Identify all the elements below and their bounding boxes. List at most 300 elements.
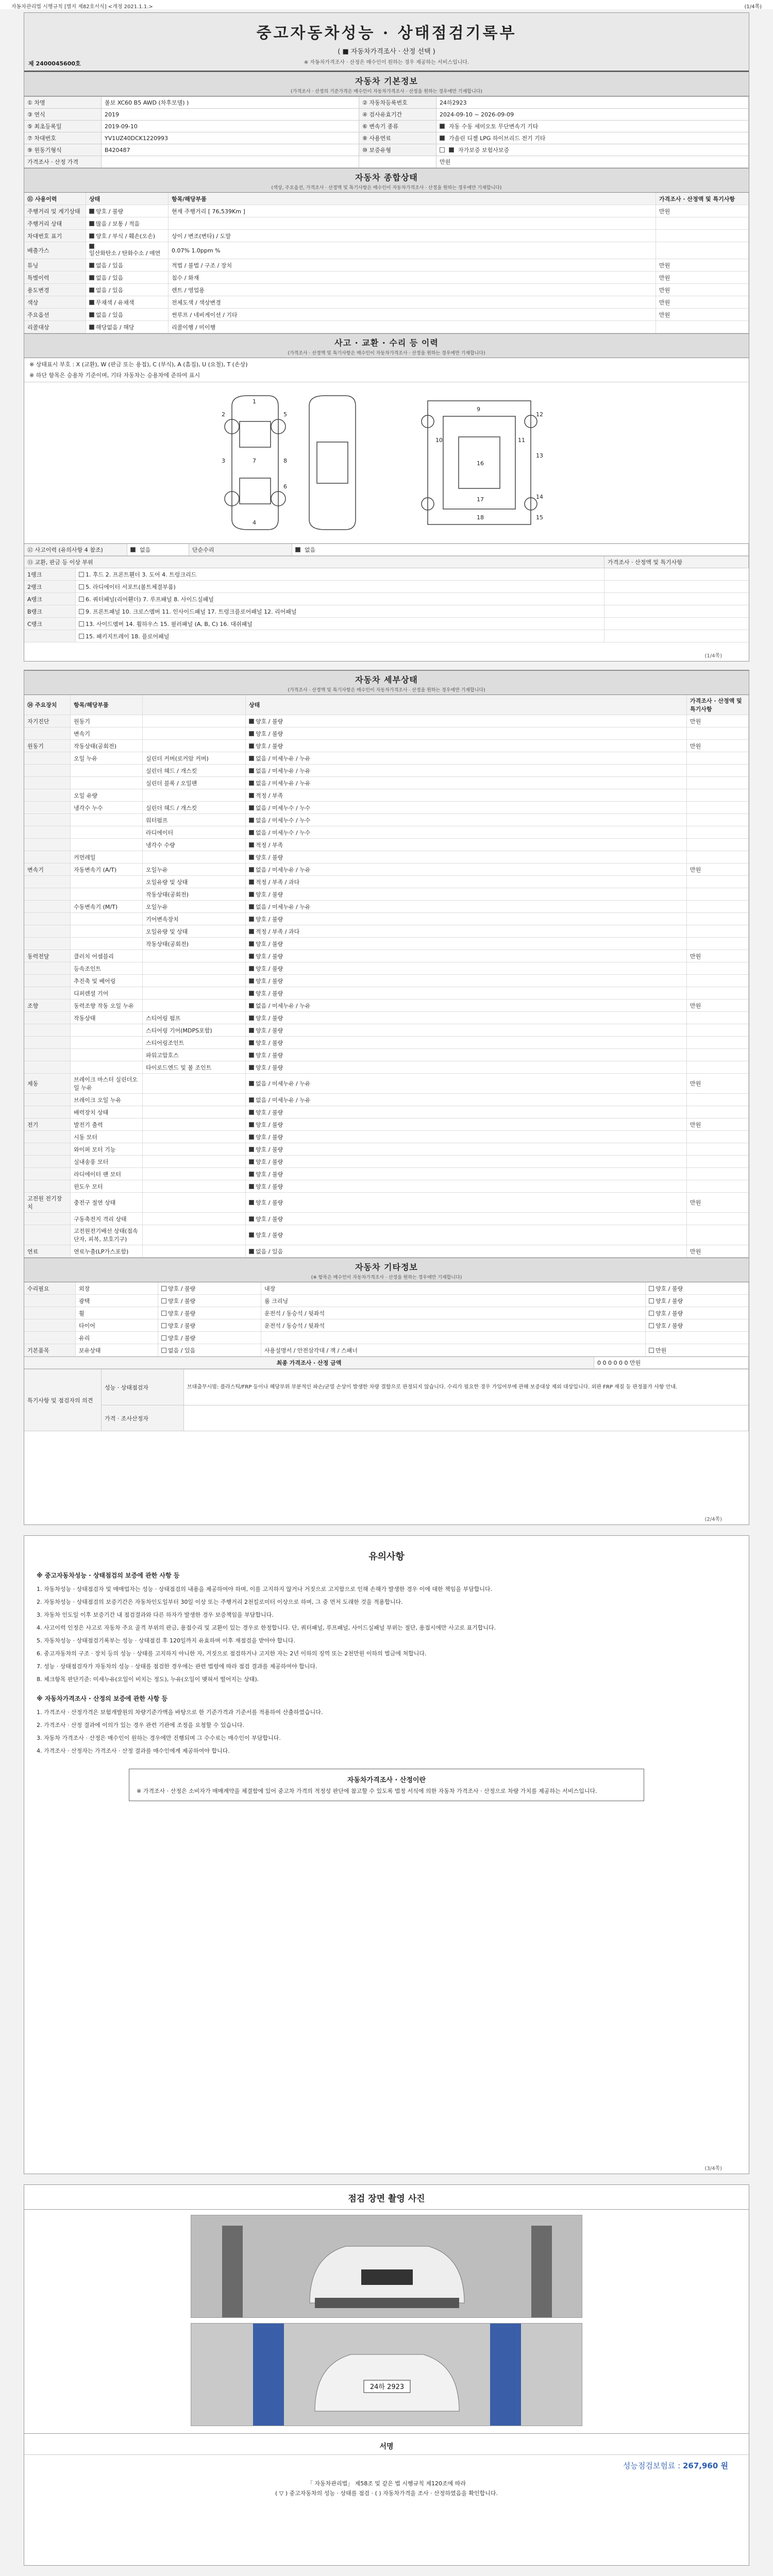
other-cell: 운전석 / 동승석 / 뒷좌석: [261, 1319, 646, 1331]
detail-row: [24, 1225, 749, 1245]
other-cell: 외장: [76, 1282, 158, 1294]
other-cell: [24, 1307, 76, 1319]
detail-row: [24, 1168, 749, 1180]
detail-cell: [687, 876, 749, 888]
other-cell: [646, 1332, 749, 1344]
detail-row: [24, 1118, 749, 1131]
checked-box-icon: [249, 1015, 254, 1021]
checked-box-icon: [249, 1184, 254, 1189]
status-cell: 만원: [656, 284, 749, 296]
detail-cell: [143, 1193, 246, 1212]
detail-cell: 작동상태(공회전): [143, 938, 246, 950]
detail-cell: 양호 / 불량: [246, 1225, 687, 1245]
status-row: [24, 272, 749, 284]
inspection-photo-front: [191, 2215, 582, 2318]
detail-cell: 적정 / 부족 / 과다: [246, 925, 687, 937]
checked-box-icon: [249, 842, 254, 848]
detail-cell: 배력장치 상태: [71, 1106, 143, 1118]
checked-box-icon: [295, 547, 300, 552]
other-row: [24, 1307, 749, 1319]
document-title: 중고자동차성능 · 상태점검기록부: [256, 24, 517, 42]
rank-price: [604, 581, 749, 592]
detail-cell: [143, 962, 246, 974]
detail-row: [24, 826, 749, 839]
rank-parts: 15. 패키지트레이 18. 플로어패널: [76, 630, 604, 642]
checked-box-icon: [249, 917, 254, 922]
checked-box-icon: [449, 147, 454, 152]
detail-cell: 양호 / 불량: [246, 715, 687, 727]
detail-cell: 적정 / 부족: [246, 839, 687, 851]
detail-cell: 수동변속기 (M/T): [71, 901, 143, 912]
detail-cell: [24, 814, 71, 826]
detail-cell: [71, 913, 143, 925]
other-cell: 보유상태: [76, 1344, 158, 1356]
checked-box-icon: [249, 719, 254, 724]
checked-box-icon: [249, 1003, 254, 1008]
checked-box-icon: [249, 892, 254, 897]
checked-box-icon: [249, 867, 254, 872]
detail-cell: 없음 / 미세누수 / 누수: [246, 826, 687, 838]
checkbox-icon: [79, 584, 84, 589]
detail-cell: 오일누유: [143, 901, 246, 912]
detail-cell: [24, 1180, 71, 1192]
rank-row: [24, 630, 749, 642]
other-info-table: [24, 1282, 749, 1357]
detail-cell: 동력전달: [24, 950, 71, 962]
form-reference: 자동차관리법 시행규칙 [별지 제82호서식] <개정 2021.1.1.>: [11, 4, 153, 10]
rank-parts: 13. 사이드멤버 14. 휠하우스 15. 필러패널 (A, B, C) 16. 대쉬패널: [76, 618, 604, 630]
status-cell: 침수 / 화재: [169, 272, 656, 283]
photo-section-title: 점검 장면 촬영 사진: [24, 2185, 749, 2210]
checked-box-icon: [89, 300, 94, 305]
document-header: [24, 13, 749, 72]
rank-row: [24, 581, 749, 593]
checked-box-icon: [249, 1172, 254, 1177]
detail-row: [24, 913, 749, 925]
svg-text:3: 3: [222, 457, 225, 465]
detail-row: [24, 1012, 749, 1024]
caution-item: 3. 자동차 인도일 이후 보증기간 내 점검결과와 다른 하자가 발생한 경우 보증책임을 부담합니다.: [37, 1611, 274, 1618]
checked-box-icon: [249, 1122, 254, 1127]
detail-cell: [143, 715, 246, 727]
detail-cell: 클러치 어셈블리: [71, 950, 143, 962]
detail-row: [24, 1061, 749, 1074]
detail-cell: 작동상태: [71, 1012, 143, 1024]
other-info-section: 자동차 기타정보 (※ 항목은 매수인이 자동차가격조사 · 산정을 원하는 경우에만 기재합니다): [24, 1258, 749, 1282]
other-cell: 기본품목: [24, 1344, 76, 1356]
status-cell: 무채색 / 유채색: [86, 296, 169, 308]
rank-parts: 5. 라디에이터 서포트(볼트체결부품): [76, 581, 604, 592]
checkbox-icon: [161, 1335, 166, 1341]
svg-text:10: 10: [435, 437, 443, 444]
checked-box-icon: [249, 793, 254, 798]
other-cell: 룸 크리닝: [261, 1295, 646, 1307]
status-cell: 만원: [656, 259, 749, 271]
checked-box-icon: [249, 1147, 254, 1152]
detail-cell: 고전원 전기장치: [24, 1193, 71, 1212]
checked-box-icon: [249, 1249, 254, 1254]
detail-cell: [24, 1061, 71, 1073]
detail-cell: [24, 752, 71, 764]
checkbox-icon: [79, 572, 84, 577]
caution-item: 1. 가격조사 · 산정가격은 보험개발원의 차량기준가액을 바탕으로 한 기준가격과 기준서를 적용하여 산출하였습니다.: [37, 1708, 323, 1716]
rank-label: B랭크: [24, 605, 76, 617]
rank-parts: 9. 프론트패널 10. 크로스멤버 11. 인사이드패널 17. 트렁크플로어패널 12. 리어패널: [76, 605, 604, 617]
detail-cell: [143, 1131, 246, 1143]
checked-box-icon: [249, 756, 254, 761]
transmission-type: 자동 수동 세미오토 무단변속기 기타: [436, 121, 749, 132]
detail-cell: 실린더 블록 / 오일팬: [143, 777, 246, 789]
detail-row: [24, 740, 749, 752]
detail-cell: 라디에이터 팬 모터: [71, 1168, 143, 1180]
status-cell: 썬루프 / 네비게이션 / 기타: [169, 309, 656, 320]
status-cell: 용도변경: [24, 284, 86, 296]
status-cell: 튜닝: [24, 259, 86, 271]
detail-cell: 오일유량 및 상태: [143, 876, 246, 888]
detail-cell: 브레이크 오일 누유: [71, 1094, 143, 1106]
basic-info-table: ① 차명 볼보 XC60 B5 AWD (차후모델) ) ② 자동차등록번호 24하2923 ③ 연식 2019 ④ 검사유효기간 2024-09-10 ~ 2026-09-09 ⑤ 최초등록일 2019-09-10 ⑥ 변속기 종류 자동 수동 세미오토 무단변속기 기타 ⑦ 차대번호 YV1UZ40DCK1220993 ⑧ 사용연료 가솔린 디젤 LPG 하이브리드 전기 기타 ⑨ 원동기형식 B420487 ⑩ 보증유형 자가보증 보험사보증 가격조사 · 산정 가격 만원: [24, 96, 749, 168]
checked-box-icon: [249, 805, 254, 810]
detail-cell: 양호 / 불량: [246, 727, 687, 739]
detail-cell: [24, 1156, 71, 1167]
status-cell: [656, 242, 749, 259]
detail-cell: 양호 / 불량: [246, 1118, 687, 1130]
detail-cell: 디퍼렌셜 기어: [71, 987, 143, 999]
appraisal-info-box: 자동차가격조사 · 산정이란 ※ 가격조사 · 산정은 소비자가 매매계약을 체결함에 있어 중고차 가격의 적정성 판단에 참고할 수 있도록 법정 서식에 의한 자동차 가격조사 · 산정으로 차량 가치를 제공하는 서비스입니다.: [129, 1769, 644, 1802]
status-cell: 없음 / 있음: [86, 309, 169, 320]
page-number: (2/4쪽): [704, 1517, 722, 1522]
svg-text:14: 14: [536, 494, 543, 501]
checked-box-icon: [89, 221, 94, 226]
caution-item: 4. 가격조사 · 산정자는 가격조사 · 산정 결과를 매수인에게 제공하여야 합니다.: [37, 1747, 230, 1754]
detail-row: [24, 987, 749, 999]
detail-cell: [687, 888, 749, 900]
detail-cell: [687, 1168, 749, 1180]
other-row: [24, 1282, 749, 1295]
status-row: [24, 217, 749, 230]
detail-cell: 만원: [687, 1118, 749, 1130]
car-diagram: [24, 382, 749, 544]
status-cell: 없음 / 있음: [86, 272, 169, 283]
detail-cell: 자기진단: [24, 715, 71, 727]
detail-cell: 없음 / 미세누수 / 누수: [246, 814, 687, 826]
status-cell: [656, 321, 749, 333]
checked-box-icon: [249, 1200, 254, 1205]
detail-cell: [24, 765, 71, 776]
detail-cell: 연료누출(LP가스포함): [71, 1245, 143, 1257]
status-cell: 주행거리 및 계기상태: [24, 205, 86, 217]
detail-cell: 양호 / 불량: [246, 1061, 687, 1073]
detail-cell: 브레이크 마스터 실린더오일 누유: [71, 1074, 143, 1093]
detail-row: [24, 999, 749, 1012]
detail-cell: [143, 1213, 246, 1225]
checkbox-icon: [161, 1323, 166, 1328]
detail-cell: 없음 / 미세누유 / 누유: [246, 1074, 687, 1093]
rank-row: [24, 593, 749, 605]
detail-cell: 양호 / 불량: [246, 1037, 687, 1048]
detail-cell: [24, 987, 71, 999]
page-1: [24, 12, 749, 662]
detail-cell: 양호 / 불량: [246, 1012, 687, 1024]
detail-cell: 제동: [24, 1074, 71, 1093]
checkbox-icon: [79, 609, 84, 614]
checkbox-icon: [161, 1286, 166, 1291]
status-cell: 배출가스: [24, 242, 86, 259]
detail-row: [24, 802, 749, 814]
other-cell: 양호 / 불량: [158, 1332, 261, 1344]
other-cell: 없음 / 있음: [158, 1344, 261, 1356]
document-number: 제 2400045600호: [28, 60, 81, 67]
detail-cell: 실린더 커버(로커암 커버): [143, 752, 246, 764]
detail-cell: [24, 826, 71, 838]
status-row: [24, 321, 749, 333]
detail-cell: [143, 789, 246, 801]
status-cell: [169, 217, 656, 229]
vin: YV1UZ40DCK1220993: [102, 132, 359, 144]
detail-cell: [71, 938, 143, 950]
page-number: (1/4쪽): [704, 653, 722, 659]
checkbox-icon: [649, 1286, 654, 1291]
detail-cell: [24, 1037, 71, 1048]
checked-box-icon: [249, 781, 254, 786]
checked-box-icon: [89, 233, 94, 239]
other-cell: 수리필요: [24, 1282, 76, 1294]
detail-cell: 양호 / 불량: [246, 851, 687, 863]
detail-cell: 오일 유량: [71, 789, 143, 801]
detail-cell: [24, 876, 71, 888]
detail-cell: [24, 839, 71, 851]
checked-box-icon: [89, 325, 94, 330]
detail-cell: [687, 1012, 749, 1024]
svg-text:1: 1: [253, 398, 256, 405]
detail-cell: 양호 / 불량: [246, 1049, 687, 1061]
detail-cell: [24, 1168, 71, 1180]
detail-cell: [24, 1024, 71, 1036]
detail-cell: [687, 1131, 749, 1143]
detail-row: [24, 777, 749, 789]
detail-cell: [687, 777, 749, 789]
status-cell: 전체도색 / 색상변경: [169, 296, 656, 308]
inspector-opinion: 브대출무시빔: 플라스틱/FRP 등이나 해당부위 부분적인 파손/균열 손상이 발생한 차량 결함으로 판정되지 않습니다. 수리가 필요한 경우 가입여부에 관해 보증대상 제외 대상입니다. 외판 FRP 재질 등 판정불가 사항 안내.: [184, 1369, 749, 1405]
detail-cell: [24, 925, 71, 937]
checked-box-icon: [249, 830, 254, 835]
detail-cell: [24, 1106, 71, 1118]
detail-cell: 스티어링조인트: [143, 1037, 246, 1048]
rank-price: [604, 605, 749, 617]
other-row: [24, 1295, 749, 1307]
detail-cell: 양호 / 불량: [246, 913, 687, 925]
detail-cell: [143, 1245, 246, 1257]
status-cell: [656, 217, 749, 229]
detail-cell: 냉각수 누수: [71, 802, 143, 814]
detail-cell: [143, 1094, 246, 1106]
detail-row: [24, 901, 749, 913]
detail-cell: [71, 777, 143, 789]
detail-cell: 양호 / 불량: [246, 1024, 687, 1036]
status-cell: 특별이력: [24, 272, 86, 283]
other-cell: 사용설명서 / 안전삼각대 / 잭 / 스패너: [261, 1344, 646, 1356]
other-cell: [24, 1332, 76, 1344]
detail-cell: [24, 938, 71, 950]
accident-section: 사고 · 교환 · 수리 등 이력 (가격조사 · 산정액 및 특기사항은 매수인이 자동차가격조사 · 산정을 원하는 경우에만 기재합니다): [24, 333, 749, 358]
rank-label: C랭크: [24, 618, 76, 630]
status-cell: 현재 주행거리 [ 76,539Km ]: [169, 205, 656, 217]
checked-box-icon: [249, 743, 254, 749]
detail-cell: [687, 1106, 749, 1118]
checked-box-icon: [249, 1081, 254, 1086]
detail-cell: [24, 901, 71, 912]
status-row: [24, 259, 749, 272]
caution-item: 4. 사고이력 인정은 사고로 자동차 주요 골격 부위의 판금, 용접수리 및 교환이 있는 경우로 한정합니다. 단, 쿼터패널, 루프패널, 사이드실패널 부위는 절단, 용접시에만 사고로 표기합니다.: [37, 1624, 496, 1631]
detail-cell: 양호 / 불량: [246, 1193, 687, 1212]
detail-cell: [71, 876, 143, 888]
detail-row: [24, 962, 749, 975]
detail-row: [24, 938, 749, 950]
detail-cell: 만원: [687, 715, 749, 727]
caution-item: 5. 자동차성능 · 상태점검기록부는 성능 · 상태점검 후 120일까지 유효하며 이후 재점검을 받아야 합니다.: [37, 1637, 295, 1644]
checked-box-icon: [249, 954, 254, 959]
detail-row: [24, 1143, 749, 1156]
other-cell: 만원: [646, 1344, 749, 1356]
detail-cell: 발전기 출력: [71, 1118, 143, 1130]
car-side-view-icon: [211, 385, 376, 540]
detail-cell: 만원: [687, 999, 749, 1011]
detail-cell: 양호 / 불량: [246, 1143, 687, 1155]
checkbox-icon: [161, 1348, 166, 1353]
other-cell: 유리: [76, 1332, 158, 1344]
detail-cell: 충전구 절연 상태: [71, 1193, 143, 1212]
checked-box-icon: [89, 287, 94, 293]
detail-cell: 추진축 및 베어링: [71, 975, 143, 987]
svg-text:12: 12: [536, 411, 543, 418]
detail-cell: 적정 / 부족 / 과다: [246, 876, 687, 888]
first-registration-date: 2019-09-10: [102, 121, 359, 132]
detail-row: [24, 715, 749, 727]
other-cell: 양호 / 불량: [158, 1307, 261, 1319]
detail-cell: [71, 826, 143, 838]
detail-cell: [687, 938, 749, 950]
detail-cell: 없음 / 있음: [246, 1245, 687, 1257]
checkbox-icon: [161, 1311, 166, 1316]
other-cell: 양호 / 불량: [646, 1307, 749, 1319]
status-cell: 양호 / 불량: [86, 205, 169, 217]
checked-box-icon: [249, 904, 254, 909]
accident-history-value: 없음: [127, 544, 189, 556]
detail-cell: [687, 1037, 749, 1048]
detail-cell: 구동축전지 격리 상태: [71, 1213, 143, 1225]
page-number: (3/4쪽): [704, 2166, 722, 2172]
checked-box-icon: [249, 818, 254, 823]
detail-cell: 원동기: [71, 715, 143, 727]
detail-cell: 파워고압호스: [143, 1049, 246, 1061]
detail-cell: [687, 1143, 749, 1155]
caution-item: 2. 자동차성능 · 상태점검의 보증기간은 자동차인도일부터 30일 이상 또는 주행거리 2천킬로미터 이상으로 하며, 그 중 먼저 도래한 것을 적용합니다.: [37, 1598, 403, 1605]
engine-type: B420487: [102, 144, 359, 156]
detail-cell: [71, 1049, 143, 1061]
svg-text:18: 18: [477, 514, 484, 521]
detail-cell: [71, 1061, 143, 1073]
rank-row: [24, 618, 749, 630]
detail-row: [24, 1156, 749, 1168]
exchange-header: ⑬ 교환, 판금 등 이상 부위 가격조사 · 산정액 및 특기사항: [24, 556, 749, 568]
detail-cell: [24, 962, 71, 974]
checked-box-icon: [249, 966, 254, 971]
detail-cell: [24, 888, 71, 900]
rank-parts: 6. 쿼터패널(리어휀더) 7. 루프패널 8. 사이드실패널: [76, 593, 604, 605]
basic-info-section: 자동차 기본정보 (가격조사 · 산정의 기준가격은 매수인이 자동차가격조사 · 산정을 원하는 경우에만 기재합니다): [24, 72, 749, 96]
checkbox-icon: [649, 1311, 654, 1316]
detail-cell: [24, 789, 71, 801]
detail-cell: 실린더 헤드 / 개스킷: [143, 765, 246, 776]
detail-cell: [687, 925, 749, 937]
detail-cell: 오일유량 및 상태: [143, 925, 246, 937]
detail-cell: [687, 1213, 749, 1225]
caution-item: 1. 자동차성능 · 상태점검자 및 매매업자는 성능 · 상태점검의 내용을 제공하여야 하며, 이를 고지하지 않거나 거짓으로 고지함으로 인해 손해가 발생한 경우 이에 대한 책임을 부담합니다.: [37, 1585, 493, 1592]
detail-cell: 조향: [24, 999, 71, 1011]
status-cell: 없음 / 있음: [86, 259, 169, 271]
detail-cell: [71, 814, 143, 826]
detail-cell: [687, 765, 749, 776]
insurance-fee: 성능점검보험료 : 267,960 원: [623, 2461, 728, 2470]
detail-cell: 만원: [687, 863, 749, 875]
detail-cell: [24, 913, 71, 925]
final-price-row: 최종 가격조사 · 산정 금액 0 0 0 0 0 0 만원: [24, 1357, 749, 1369]
svg-text:5: 5: [283, 411, 287, 418]
checked-box-icon: [249, 1232, 254, 1238]
caution-item: 2. 가격조사 · 산정 결과에 이의가 있는 경우 관련 기관에 조정을 요청할 수 있습니다.: [37, 1721, 244, 1728]
detail-status-section: 자동차 세부상태 (가격조사 · 산정액 및 특기사항은 매수인이 자동차가격조사 · 산정을 원하는 경우에만 기재합니다): [24, 670, 749, 695]
car-photo-front-icon: [191, 2215, 582, 2318]
detail-cell: 기어변속장치: [143, 913, 246, 925]
checked-box-icon: [249, 1040, 254, 1045]
status-cell: 리콜이행 / 미이행: [169, 321, 656, 333]
detail-cell: [143, 1225, 246, 1245]
caution-heading-2: ※ 자동차가격조사 · 산정의 보증에 관한 사항 등: [37, 1694, 168, 1702]
checkbox-icon: [649, 1348, 654, 1353]
checkbox-icon: [161, 1298, 166, 1303]
car-name: 볼보 XC60 B5 AWD (차후모델) ): [102, 97, 359, 109]
status-row: [24, 284, 749, 296]
exchange-rank-table: [24, 568, 749, 642]
checked-box-icon: [249, 1159, 254, 1164]
detail-row: [24, 1024, 749, 1037]
detail-cell: 양호 / 불량: [246, 1213, 687, 1225]
detail-cell: 양호 / 불량: [246, 1180, 687, 1192]
detail-row: [24, 1049, 749, 1061]
other-cell: 양호 / 불량: [158, 1282, 261, 1294]
detail-cell: [687, 901, 749, 912]
detail-cell: 만원: [687, 950, 749, 962]
detail-cell: 와이퍼 모터 기능: [71, 1143, 143, 1155]
detail-cell: [143, 1118, 246, 1130]
detail-cell: 없음 / 미세누수 / 누수: [246, 802, 687, 814]
document-subtitle-note: ※ 자동차가격조사 · 산정은 매수인이 원하는 경우 제공하는 서비스입니다.: [304, 60, 469, 65]
checkbox-icon: [440, 147, 445, 152]
detail-cell: 등속조인트: [71, 962, 143, 974]
other-cell: 타이어: [76, 1319, 158, 1331]
other-cell: 운전석 / 동승석 / 뒷좌석: [261, 1307, 646, 1319]
detail-cell: [71, 1037, 143, 1048]
detail-cell: 양호 / 불량: [246, 950, 687, 962]
detail-cell: [687, 975, 749, 987]
detail-row: [24, 789, 749, 802]
detail-cell: [687, 839, 749, 851]
detail-cell: [24, 1131, 71, 1143]
status-cell: 적법 / 불법 / 구조 / 장치: [169, 259, 656, 271]
inspection-photo-rear: [191, 2323, 582, 2426]
detail-cell: 없음 / 미세누유 / 누유: [246, 752, 687, 764]
detail-cell: [143, 1156, 246, 1167]
